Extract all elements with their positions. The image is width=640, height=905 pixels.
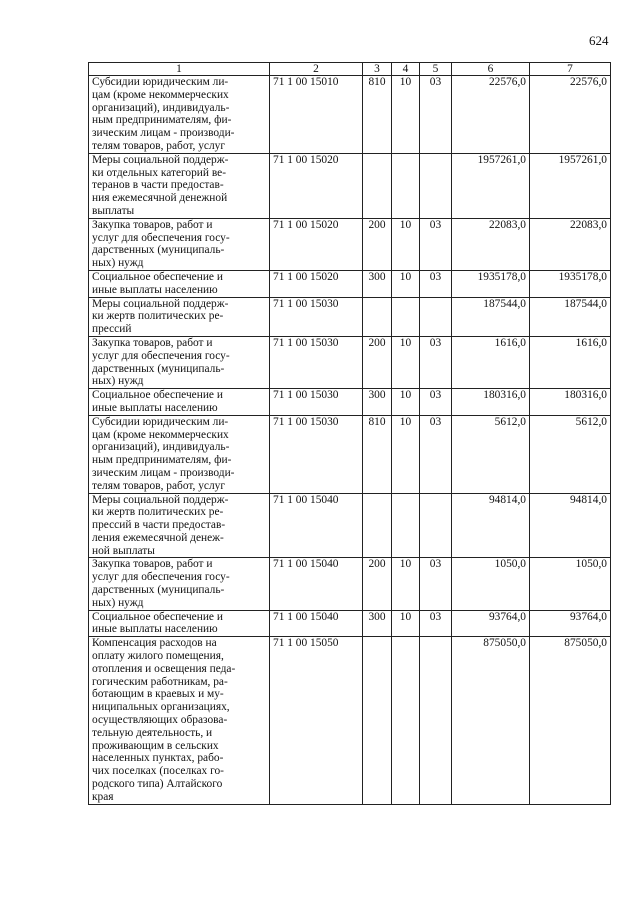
amount-col6: 94814,0 (452, 493, 530, 558)
budget-code: 71 1 00 15040 (270, 493, 363, 558)
section-code (392, 297, 420, 336)
expense-type-code: 810 (363, 415, 392, 493)
amount-col6: 22576,0 (452, 76, 530, 154)
description-line: услуг для обеспечения госу- (92, 231, 230, 244)
subsection-code: 03 (420, 336, 452, 388)
table-row (89, 297, 611, 336)
amount-col7: 22083,0 (530, 218, 611, 270)
description-line: Социальное обеспечение и (92, 270, 223, 283)
column-header: 1 (89, 63, 270, 76)
budget-code: 71 1 00 15050 (270, 637, 363, 804)
column-header: 3 (363, 63, 392, 76)
row-description (89, 76, 270, 154)
budget-code: 71 1 00 15020 (270, 270, 363, 297)
description-line: ботающим в краевых и му- (92, 688, 224, 701)
description-line: Компенсация расходов на (92, 637, 217, 650)
subsection-code (420, 153, 452, 218)
amount-col6: 93764,0 (452, 610, 530, 637)
section-code: 10 (392, 336, 420, 388)
description-line: телям товаров, работ, услуг (92, 139, 225, 152)
description-line: ным предпринимателям, фи- (92, 454, 232, 467)
description-line: Социальное обеспечение и (92, 389, 223, 402)
budget-code: 71 1 00 15030 (270, 336, 363, 388)
table-row (89, 76, 611, 154)
row-description (89, 637, 270, 804)
description-line: тельную деятельность, и (92, 726, 213, 739)
page-number: 624 (589, 33, 609, 48)
description-line: чих поселках (поселках го- (92, 765, 224, 778)
table-row (89, 610, 611, 637)
description-line: ния ежемесячной денежной (92, 192, 228, 205)
amount-col6: 1935178,0 (452, 270, 530, 297)
description-line: Меры социальной поддерж- (92, 153, 229, 166)
description-line: цам (кроме некоммерческих (92, 428, 229, 441)
table-row (89, 389, 611, 416)
description-line: услуг для обеспечения госу- (92, 571, 230, 584)
description-line: ных) нужд (92, 596, 144, 609)
section-code: 10 (392, 415, 420, 493)
expense-type-code (363, 637, 392, 804)
description-line: ной выплаты (92, 544, 155, 557)
amount-col7: 5612,0 (530, 415, 611, 493)
section-code: 10 (392, 270, 420, 297)
budget-code: 71 1 00 15030 (270, 389, 363, 416)
description-line: ных) нужд (92, 257, 144, 270)
budget-code: 71 1 00 15020 (270, 153, 363, 218)
amount-col6: 1050,0 (452, 558, 530, 610)
description-line: дарственных (муниципаль- (92, 362, 225, 375)
amount-col7: 187544,0 (530, 297, 611, 336)
amount-col6: 187544,0 (452, 297, 530, 336)
amount-col7: 1957261,0 (530, 153, 611, 218)
description-line: Меры социальной поддерж- (92, 493, 229, 506)
description-line: телям товаров, работ, услуг (92, 479, 225, 492)
amount-col6: 5612,0 (452, 415, 530, 493)
table-row (89, 493, 611, 558)
amount-col7: 22576,0 (530, 76, 611, 154)
amount-col7: 1050,0 (530, 558, 611, 610)
description-line: отопления и освещения педа- (92, 662, 236, 675)
description-line: теранов в части предостав- (92, 179, 224, 192)
description-line: Закупка товаров, работ и (92, 558, 213, 571)
subsection-code: 03 (420, 558, 452, 610)
description-line: организаций), индивидуаль- (92, 441, 230, 454)
expense-type-code (363, 297, 392, 336)
description-line: Субсидии юридическим ли- (92, 76, 229, 88)
description-line: дарственных (муниципаль- (92, 584, 225, 597)
description-line: иные выплаты населению (92, 623, 218, 636)
description-line: ных) нужд (92, 375, 144, 388)
description-line: оплату жилого помещения, (92, 650, 224, 663)
description-line: иные выплаты населению (92, 401, 218, 414)
column-header: 7 (530, 63, 611, 76)
expense-type-code: 200 (363, 558, 392, 610)
description-line: края (92, 790, 114, 803)
amount-col6: 1616,0 (452, 336, 530, 388)
row-description (89, 218, 270, 270)
expense-type-code: 810 (363, 76, 392, 154)
expense-type-code (363, 153, 392, 218)
description-line: родского типа) Алтайского (92, 778, 223, 791)
row-description (89, 493, 270, 558)
amount-col7: 94814,0 (530, 493, 611, 558)
description-line: ниципальных организациях, (92, 701, 230, 714)
expense-type-code: 200 (363, 336, 392, 388)
subsection-code: 03 (420, 218, 452, 270)
section-code: 10 (392, 389, 420, 416)
description-line: Меры социальной поддерж- (92, 297, 229, 310)
description-line: Закупка товаров, работ и (92, 218, 213, 231)
expense-type-code: 300 (363, 270, 392, 297)
amount-col7: 1616,0 (530, 336, 611, 388)
column-header: 4 (392, 63, 420, 76)
table-row (89, 336, 611, 388)
column-number-row (89, 63, 611, 76)
section-code: 10 (392, 76, 420, 154)
subsection-code (420, 637, 452, 804)
row-description (89, 336, 270, 388)
description-line: населенных пунктах, рабо- (92, 752, 224, 765)
description-line: прессий (92, 323, 132, 336)
description-line: ки отдельных категорий ве- (92, 166, 227, 179)
table-row (89, 637, 611, 804)
section-code (392, 637, 420, 804)
row-description (89, 297, 270, 336)
section-code (392, 493, 420, 558)
row-description (89, 153, 270, 218)
subsection-code: 03 (420, 610, 452, 637)
amount-col6: 180316,0 (452, 389, 530, 416)
budget-code: 71 1 00 15040 (270, 558, 363, 610)
description-line: Социальное обеспечение и (92, 610, 223, 623)
table-row (89, 558, 611, 610)
budget-code: 71 1 00 15030 (270, 415, 363, 493)
table-row (89, 270, 611, 297)
description-line: ки жертв политических ре- (92, 506, 224, 519)
description-line: выплаты (92, 204, 135, 217)
description-line: зическим лицам - производи- (92, 127, 235, 140)
description-line: проживающим в сельских (92, 739, 219, 752)
column-header: 6 (452, 63, 530, 76)
section-code (392, 153, 420, 218)
description-line: ным предпринимателям, фи- (92, 114, 232, 127)
description-line: дарственных (муниципаль- (92, 244, 225, 257)
description-line: иные выплаты населению (92, 283, 218, 296)
row-description (89, 389, 270, 416)
section-code: 10 (392, 558, 420, 610)
description-line: зическим лицам - производи- (92, 466, 235, 479)
amount-col7: 93764,0 (530, 610, 611, 637)
description-line: прессий в части предостав- (92, 519, 226, 532)
amount-col7: 1935178,0 (530, 270, 611, 297)
table-row (89, 415, 611, 493)
subsection-code: 03 (420, 76, 452, 154)
amount-col6: 875050,0 (452, 637, 530, 804)
budget-code: 71 1 00 15040 (270, 610, 363, 637)
subsection-code (420, 297, 452, 336)
budget-code: 71 1 00 15010 (270, 76, 363, 154)
budget-table (88, 62, 611, 805)
description-line: ки жертв политических ре- (92, 310, 224, 323)
subsection-code: 03 (420, 415, 452, 493)
description-line: организаций), индивидуаль- (92, 101, 230, 114)
expense-type-code (363, 493, 392, 558)
description-line: гогическим работникам, ра- (92, 675, 228, 688)
row-description (89, 558, 270, 610)
budget-code: 71 1 00 15020 (270, 218, 363, 270)
description-line: Закупка товаров, работ и (92, 336, 213, 349)
amount-col6: 1957261,0 (452, 153, 530, 218)
expense-type-code: 300 (363, 389, 392, 416)
expense-type-code: 300 (363, 610, 392, 637)
table-row (89, 153, 611, 218)
column-header: 2 (270, 63, 363, 76)
amount-col7: 180316,0 (530, 389, 611, 416)
description-line: ления ежемесячной денеж- (92, 531, 224, 544)
description-line: услуг для обеспечения госу- (92, 349, 230, 362)
budget-code: 71 1 00 15030 (270, 297, 363, 336)
row-description (89, 610, 270, 637)
table-body (89, 76, 611, 805)
amount-col6: 22083,0 (452, 218, 530, 270)
subsection-code: 03 (420, 270, 452, 297)
row-description (89, 415, 270, 493)
table-row (89, 218, 611, 270)
section-code: 10 (392, 610, 420, 637)
subsection-code (420, 493, 452, 558)
subsection-code: 03 (420, 389, 452, 416)
row-description (89, 270, 270, 297)
section-code: 10 (392, 218, 420, 270)
amount-col7: 875050,0 (530, 637, 611, 804)
description-line: Субсидии юридическим ли- (92, 415, 229, 428)
expense-type-code: 200 (363, 218, 392, 270)
column-header: 5 (420, 63, 452, 76)
description-line: осуществляющих образова- (92, 714, 228, 727)
description-line: цам (кроме некоммерческих (92, 88, 229, 101)
